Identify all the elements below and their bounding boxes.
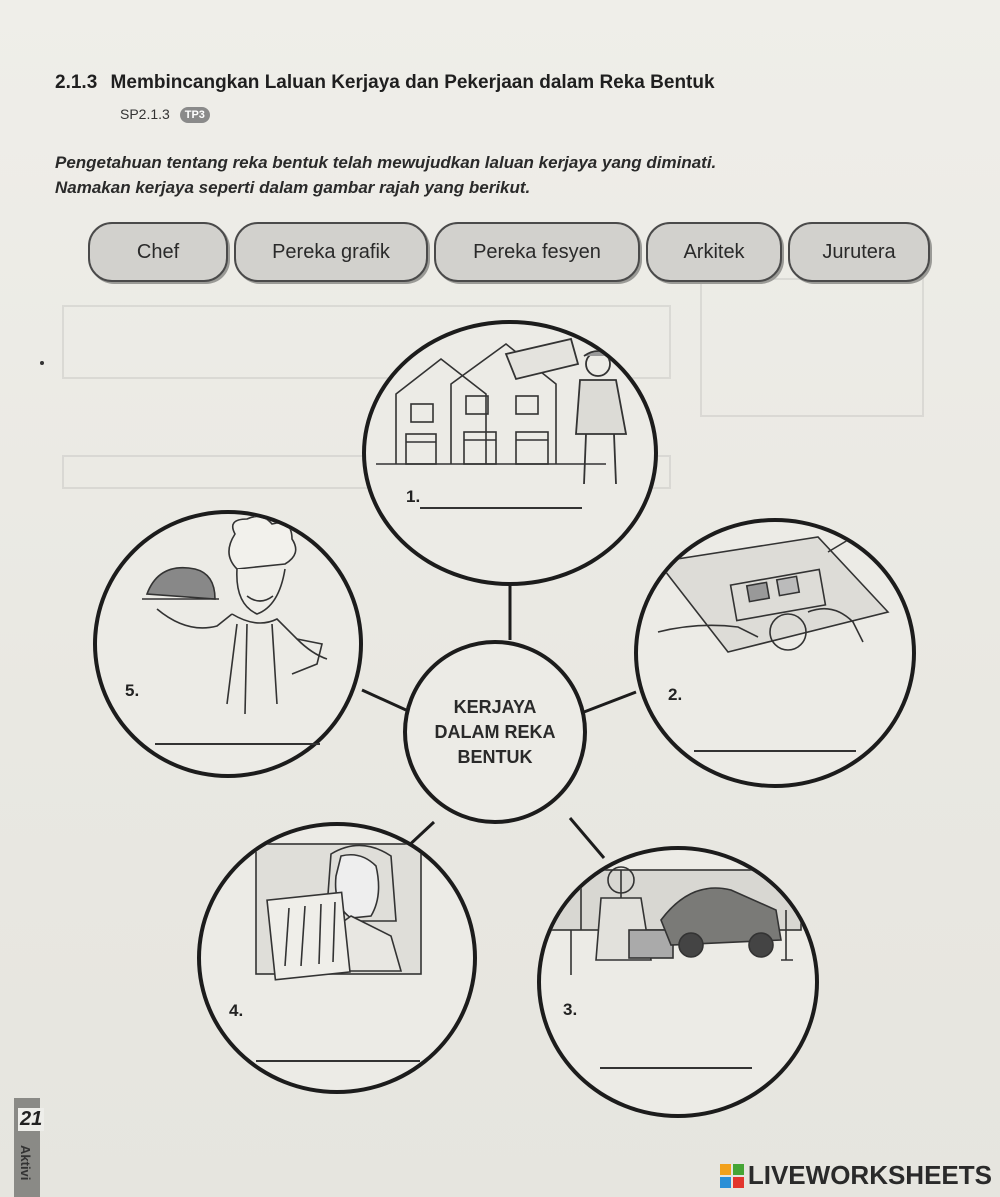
item-label-3: 3.	[563, 1000, 578, 1019]
connector-5	[362, 690, 406, 710]
connector-3	[570, 818, 604, 858]
section-number: 2.1.3	[55, 72, 98, 93]
chef-icon	[97, 514, 361, 776]
brand-text: LIVEWORKSHEETS	[747, 1160, 992, 1190]
instruction-line-2: Namakan kerjaya seperti dalam gambar rajah yang berikut.	[55, 178, 531, 197]
engineer-icon	[541, 850, 817, 1116]
stray-dot	[40, 361, 44, 365]
word-chip-arkitek[interactable]: Arkitek	[646, 222, 782, 282]
side-label: Aktivi	[18, 1145, 33, 1181]
circle-4	[197, 822, 477, 1094]
architect-icon	[366, 324, 656, 584]
item-label-1: 1.	[406, 487, 421, 506]
circle-2	[634, 518, 916, 788]
circle-1	[362, 320, 658, 586]
page-number: 21	[20, 1108, 43, 1130]
word-chip-pereka-fesyen[interactable]: Pereka fesyen	[434, 222, 640, 282]
center-title	[420, 695, 570, 770]
brand-logo-icon	[720, 1164, 744, 1188]
center-line-1: KERJAYA	[453, 696, 537, 717]
section-title: Membincangkan Laluan Kerjaya dan Pekerjaan dalam Reka Bentuk	[110, 72, 715, 93]
center-line-3: BENTUK	[457, 746, 533, 767]
center-circle	[403, 640, 587, 824]
graphic-designer-icon	[638, 522, 914, 786]
word-chip-pereka-grafik[interactable]: Pereka grafik	[234, 222, 428, 282]
item-label-5: 5.	[125, 681, 140, 700]
center-line-2: DALAM REKA	[434, 721, 556, 742]
word-chip-chef[interactable]: Chef	[88, 222, 228, 282]
tp-badge: TP3	[180, 107, 210, 123]
answer-line-2[interactable]	[694, 750, 856, 752]
standard-code-text: SP2.1.3	[120, 106, 170, 122]
item-label-2: 2.	[668, 685, 683, 704]
brand-watermark	[720, 1160, 992, 1191]
answer-line-5[interactable]	[155, 743, 320, 745]
answer-line-4[interactable]	[256, 1060, 420, 1062]
circle-3	[537, 846, 819, 1118]
fashion-designer-icon	[201, 826, 475, 1092]
answer-line-3[interactable]	[600, 1067, 752, 1069]
word-chip-jurutera[interactable]: Jurutera	[788, 222, 930, 282]
circle-5	[93, 510, 363, 778]
item-label-4: 4.	[229, 1001, 244, 1020]
instruction-line-1: Pengetahuan tentang reka bentuk telah mewujudkan laluan kerjaya yang diminati.	[55, 153, 717, 172]
answer-line-1[interactable]	[420, 507, 582, 509]
connector-2	[584, 692, 636, 712]
